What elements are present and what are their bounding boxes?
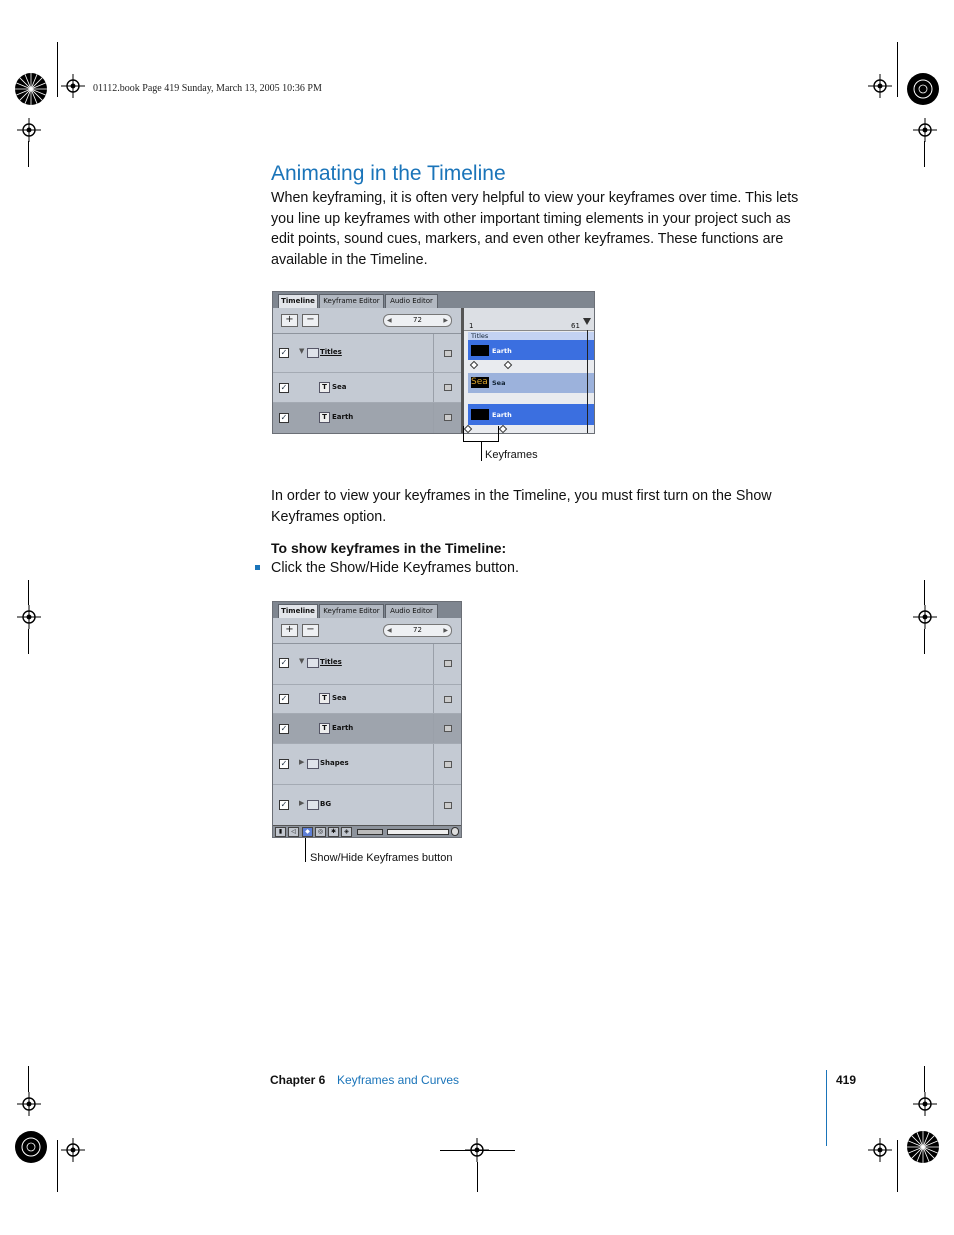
crop-mark bbox=[28, 580, 29, 605]
layer-name: Sea bbox=[332, 694, 347, 702]
track-bar-earth[interactable] bbox=[468, 340, 594, 360]
crop-mark bbox=[28, 141, 29, 167]
layer-row-titles[interactable] bbox=[273, 644, 461, 685]
timeline-bottom-bar bbox=[273, 825, 461, 837]
crop-mark bbox=[477, 1162, 478, 1192]
track-bar-sea[interactable] bbox=[468, 373, 594, 393]
crop-mark bbox=[57, 42, 58, 97]
lock-icon[interactable] bbox=[444, 725, 452, 732]
tab-audio-editor[interactable]: Audio Editor bbox=[385, 294, 438, 308]
keyframe-marker[interactable] bbox=[504, 361, 512, 369]
filters-icon[interactable]: ◈ bbox=[341, 827, 352, 837]
track-thumbnail bbox=[471, 409, 489, 420]
group-icon bbox=[307, 658, 319, 668]
layer-name: Sea bbox=[332, 383, 347, 391]
ruler-end-frame: 61 bbox=[571, 322, 580, 330]
tab-keyframe-editor[interactable]: Keyframe Editor bbox=[319, 604, 384, 618]
crosshair-mark-icon bbox=[61, 1138, 85, 1162]
lock-column bbox=[433, 785, 461, 825]
crosshair-mark-icon bbox=[913, 1092, 937, 1116]
layer-enable-checkbox[interactable]: ✓ bbox=[280, 348, 288, 357]
callout-leader bbox=[305, 838, 306, 862]
disclosure-triangle-icon[interactable]: ▶ bbox=[299, 799, 305, 807]
lock-icon[interactable] bbox=[444, 696, 452, 703]
registration-wheel-icon bbox=[14, 72, 48, 106]
layer-name: Titles bbox=[320, 348, 342, 356]
layer-height-slider[interactable] bbox=[357, 829, 383, 835]
layer-row-shapes[interactable] bbox=[273, 744, 461, 785]
group-bar-label: Titles bbox=[471, 332, 489, 340]
zoom-field[interactable]: ◀ 72 ▶ bbox=[383, 624, 452, 637]
playhead-line bbox=[587, 330, 588, 433]
callout-bracket bbox=[463, 426, 464, 442]
lock-column bbox=[433, 644, 461, 684]
lock-icon[interactable] bbox=[444, 802, 452, 809]
layer-enable-checkbox[interactable]: ✓ bbox=[280, 658, 288, 667]
zoom-slider-thumb[interactable] bbox=[451, 827, 459, 836]
keyframes-callout: Keyframes bbox=[485, 449, 538, 461]
remove-layer-button[interactable]: − bbox=[302, 314, 319, 327]
body-paragraph: In order to view your keyframes in the Timeline, you must first turn on the Show Keyframes option. bbox=[271, 488, 772, 525]
lock-column bbox=[433, 714, 461, 743]
zoom-value: 72 bbox=[413, 626, 422, 634]
registration-wheel-icon bbox=[906, 72, 940, 106]
crosshair-mark-icon bbox=[17, 118, 41, 142]
layer-name: Shapes bbox=[320, 759, 349, 767]
footer-chapter-title[interactable]: Keyframes and Curves bbox=[337, 1073, 460, 1087]
disclosure-triangle-icon[interactable]: ▶ bbox=[299, 758, 305, 766]
keyframe-marker[interactable] bbox=[499, 425, 507, 433]
crop-mark bbox=[440, 1150, 515, 1151]
timeline-screenshot-2 bbox=[272, 601, 462, 838]
layers-toolbar bbox=[273, 308, 461, 334]
track-label: Earth bbox=[492, 411, 512, 419]
layer-row-earth[interactable] bbox=[273, 714, 461, 744]
registration-wheel-icon bbox=[14, 1130, 48, 1164]
keyframe-marker[interactable] bbox=[464, 425, 472, 433]
crop-mark bbox=[924, 1066, 925, 1092]
tab-audio-editor[interactable]: Audio Editor bbox=[385, 604, 438, 618]
lock-column bbox=[433, 334, 461, 372]
layer-row-sea[interactable] bbox=[273, 373, 461, 403]
group-icon bbox=[307, 800, 319, 810]
crosshair-mark-icon bbox=[17, 605, 41, 629]
lock-icon[interactable] bbox=[444, 384, 452, 391]
mask-icon[interactable]: ◎ bbox=[315, 827, 326, 837]
text-layer-icon: T bbox=[319, 723, 330, 734]
lock-icon[interactable] bbox=[444, 761, 452, 768]
crosshair-mark-icon bbox=[913, 605, 937, 629]
layer-row-sea[interactable] bbox=[273, 685, 461, 714]
layer-enable-checkbox[interactable]: ✓ bbox=[280, 694, 288, 703]
track-bar-earth-2[interactable] bbox=[468, 404, 594, 425]
ruler-start-frame: 1 bbox=[469, 322, 474, 330]
layer-enable-checkbox[interactable]: ✓ bbox=[280, 413, 288, 422]
group-icon bbox=[307, 348, 319, 358]
playhead-icon[interactable] bbox=[583, 318, 591, 325]
track-label: Sea bbox=[492, 379, 506, 387]
procedure-heading: To show keyframes in the Timeline: bbox=[271, 540, 507, 556]
print-header: 01112.book Page 419 Sunday, March 13, 2005 10:36 PM bbox=[93, 83, 322, 94]
keyframe-marker[interactable] bbox=[470, 361, 478, 369]
film-strip-icon[interactable]: ▮ bbox=[275, 827, 286, 837]
remove-layer-button[interactable]: − bbox=[302, 624, 319, 637]
tab-bar bbox=[273, 292, 594, 308]
lock-column bbox=[433, 403, 461, 433]
track-label: Earth bbox=[492, 347, 512, 355]
text-layer-icon: T bbox=[319, 693, 330, 704]
audio-icon[interactable]: ◁ bbox=[288, 827, 299, 837]
layer-enable-checkbox[interactable]: ✓ bbox=[280, 724, 288, 733]
tab-keyframe-editor[interactable]: Keyframe Editor bbox=[319, 294, 384, 308]
layer-enable-checkbox[interactable]: ✓ bbox=[280, 383, 288, 392]
section-title: Animating in the Timeline bbox=[271, 162, 506, 185]
lock-icon[interactable] bbox=[444, 414, 452, 421]
lock-column bbox=[433, 685, 461, 713]
tab-timeline[interactable]: Timeline bbox=[278, 604, 318, 618]
intro-paragraph: When keyframing, it is often very helpful to view your keyframes over time. This lets you line up keyframes with other important timing elements in your project such as edit points, sound cues, markers, and even other keyframes. These functions are available in the Timeline. bbox=[271, 190, 799, 268]
zoom-slider[interactable] bbox=[387, 829, 449, 835]
behaviors-icon[interactable]: ✱ bbox=[328, 827, 339, 837]
layers-toolbar bbox=[273, 618, 461, 644]
layer-enable-checkbox[interactable]: ✓ bbox=[280, 759, 288, 768]
track-thumbnail: Sea bbox=[471, 377, 488, 387]
crop-mark bbox=[924, 141, 925, 167]
layer-row-earth[interactable] bbox=[273, 403, 461, 434]
timeline-screenshot-1 bbox=[272, 291, 595, 434]
registration-wheel-icon bbox=[906, 1130, 940, 1164]
lock-column bbox=[433, 373, 461, 402]
crosshair-mark-icon bbox=[61, 74, 85, 98]
crop-mark bbox=[924, 580, 925, 605]
timeline-area bbox=[464, 308, 594, 433]
layer-name: Earth bbox=[332, 724, 354, 732]
group-icon bbox=[307, 759, 319, 769]
bullet-marker bbox=[255, 565, 260, 570]
disclosure-triangle-icon[interactable]: ▼ bbox=[299, 347, 305, 355]
crop-mark bbox=[924, 629, 925, 654]
crosshair-mark-icon bbox=[868, 1138, 892, 1162]
layer-name: Earth bbox=[332, 413, 354, 421]
crop-mark bbox=[57, 1140, 58, 1192]
crop-mark bbox=[897, 1140, 898, 1192]
zoom-field[interactable]: ◀ 72 ▶ bbox=[383, 314, 452, 327]
crop-mark bbox=[28, 629, 29, 654]
callout-leader bbox=[481, 441, 482, 461]
add-layer-button[interactable]: + bbox=[281, 624, 298, 637]
tab-bar bbox=[273, 602, 461, 618]
crosshair-mark-icon bbox=[868, 74, 892, 98]
layer-row-titles[interactable] bbox=[273, 334, 461, 373]
layer-name: Titles bbox=[320, 658, 342, 666]
layer-row-bg[interactable] bbox=[273, 785, 461, 826]
text-layer-icon: T bbox=[319, 412, 330, 423]
show-hide-keyframes-button[interactable]: ◆ bbox=[302, 827, 313, 837]
track-thumbnail bbox=[471, 345, 489, 356]
layer-enable-checkbox[interactable]: ✓ bbox=[280, 800, 288, 809]
disclosure-triangle-icon[interactable]: ▼ bbox=[299, 657, 305, 665]
text-layer-icon: T bbox=[319, 382, 330, 393]
crop-mark bbox=[28, 1066, 29, 1092]
callout-bracket bbox=[498, 426, 499, 442]
add-layer-button[interactable]: + bbox=[281, 314, 298, 327]
zoom-value: 72 bbox=[413, 316, 422, 324]
footer-divider bbox=[826, 1070, 827, 1146]
footer-chapter: Chapter 6 bbox=[270, 1073, 326, 1087]
group-bar[interactable] bbox=[468, 332, 594, 340]
tab-timeline[interactable]: Timeline bbox=[278, 294, 318, 308]
lock-column bbox=[433, 744, 461, 784]
lock-icon[interactable] bbox=[444, 350, 452, 357]
time-ruler[interactable] bbox=[464, 308, 594, 331]
procedure-step: Click the Show/Hide Keyframes button. bbox=[271, 560, 519, 576]
crosshair-mark-icon bbox=[17, 1092, 41, 1116]
crosshair-mark-icon bbox=[913, 118, 937, 142]
layer-name: BG bbox=[320, 800, 332, 808]
lock-icon[interactable] bbox=[444, 660, 452, 667]
page-number: 419 bbox=[836, 1073, 857, 1087]
crop-mark bbox=[897, 42, 898, 97]
show-hide-keyframes-callout: Show/Hide Keyframes button bbox=[310, 852, 453, 864]
